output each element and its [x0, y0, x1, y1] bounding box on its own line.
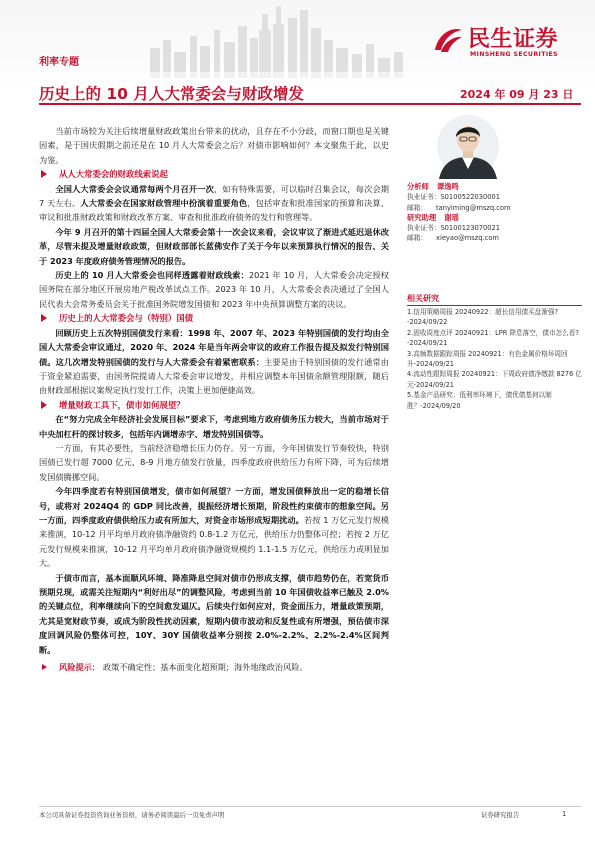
- s3-paragraph-3: [39, 484, 389, 570]
- analyst-name-row: [407, 182, 585, 192]
- footer-disclaimer: 本公司具备证券投资咨询业务资格，请务必阅读最后一页免责声明: [39, 811, 225, 819]
- section-heading-1: [39, 167, 389, 181]
- assistant-email[interactable]: xieyao@mszq.com: [436, 234, 499, 243]
- analyst-license: S0100522030001: [440, 193, 500, 202]
- email-label: 邮箱：: [407, 234, 428, 243]
- analyst-role: 分析师: [407, 182, 429, 191]
- related-item[interactable]: 2.固收周度点评 20240921：LPR 降息落空，债市怎么看? -2024/09/21: [407, 328, 579, 348]
- section-heading-text: 历史上的人大常委会与（特别）国债: [59, 313, 193, 324]
- s2-paragraph-1: [39, 326, 389, 398]
- analyst-photo: [433, 113, 503, 179]
- assistant-email-row: [407, 233, 585, 243]
- body-text: ，包括审查和批准国家的预算和决算、审议和批准财政政策和财政改革方案、审查和批准政府债务的发行和管理等。: [39, 198, 389, 223]
- related-item[interactable]: 5.基金产品研究：低利率环境下，债优债基何以制胜？-2024/09/20: [407, 391, 552, 410]
- assistant-name: 谢瑶: [444, 212, 459, 222]
- main-body: [39, 124, 389, 674]
- section-heading-text: 从人大常委会的财政线索说起: [59, 169, 168, 180]
- bold-text: 回顾历史上五次特别国债发行来看：1998 年、2007 年、2023 年特别国债的发行均由全国人大常委会审议通过，2020 年、2024 年是当年两会审议的政府工作报告提及拟发行特别国债。这几次增发特别国债的发行与人大常委会有着紧密联系：: [39, 327, 389, 367]
- report-date: 2024 年 09 月 23 日: [460, 88, 574, 101]
- related-research-list: [407, 307, 585, 411]
- analyst-email-row: [407, 203, 585, 213]
- page-number: 1: [562, 810, 567, 818]
- footer-report-type: 证券研究报告: [481, 811, 520, 819]
- section-heading-text: 增量财政工具下，债市如何展望？: [59, 399, 185, 410]
- report-title: 历史上的 10 月人大常委会与财政增发: [39, 85, 304, 103]
- arrow-bullet-icon: [41, 170, 47, 178]
- brand-name-cn: 民生证券: [468, 27, 559, 52]
- analyst-license-row: [407, 192, 585, 202]
- body-text: ，如有特殊需要，可以临时召集会议，每次会期 7 天左右。: [39, 183, 389, 209]
- license-label: 执业证书：: [407, 224, 441, 233]
- s1-paragraph-3: [39, 268, 389, 311]
- minsheng-logo-icon: [432, 24, 464, 56]
- s3-paragraph-4: [39, 571, 389, 657]
- s1-paragraph-2: [39, 225, 389, 268]
- bold-text: 历史上的 10 月人大常委会也同样透露着财政线索：: [55, 270, 249, 281]
- brand-logo: [432, 22, 582, 62]
- analyst-info: [407, 182, 585, 244]
- arrow-bullet-icon: [42, 664, 47, 670]
- assistant-license-row: [407, 223, 585, 233]
- related-research-heading: 相关研究: [407, 293, 582, 306]
- bold-text: 全国人大常委会会议通常每两个月召开一次: [55, 183, 214, 194]
- assistant-role: 研究助理: [407, 212, 437, 222]
- email-label: 邮箱：: [407, 203, 428, 212]
- risk-label: 风险提示：: [59, 662, 100, 673]
- bold-text: 今年 9 月召开的第十四届全国人大常委会第十一次会议来看，会议审议了渐进式延迟退休改革，尽管未提及增量财政政策，但财政部部长蓝佛安作了关于今年以来预算执行情况的报告、关于 2023 年度政府债务管理情况的报告。: [39, 226, 389, 266]
- body-text: 若按 1 万亿元发行规模来推演，10-12 月平均单月政府债净融资约 0.8-1.2 万亿元，供给压力仍整体可控；若按 2 万亿元发行规模来推演，10-12 月平均单月政府债净融资规模约 1.1-1.5 万亿元，供给压力或明显加大。: [39, 514, 389, 569]
- related-item[interactable]: -2024/09/22: [407, 318, 448, 327]
- section-heading-2: [39, 311, 389, 325]
- risk-warning: [39, 660, 389, 674]
- bold-text: 今年四季度若有特别国债增发，债市如何展望？一方面，增发国债释放出一定的稳增长信号，或将对 2024Q4 的 GDP 同比改善，提振经济增长预期，阶段性约束债市的想象空间。另一方面，四季度政府债供给压力或有所加大，对资金市场形成短期扰动。: [39, 486, 389, 525]
- footer-rule: [39, 806, 581, 807]
- intro-paragraph: 当前市场较为关注后续增量财政政策出台带来的扰动，且存在不小分歧，而窗口期也是关键因素，是于国庆假期之前还是在 10 月人大常委会之后？对债市影响如何？本文聚焦于此，以史为鉴。: [39, 126, 389, 165]
- analyst-email[interactable]: tanyiming@mszq.com: [436, 203, 511, 212]
- risk-text: 政策不确定性；基本面变化超预期；海外地缘政治风险。: [102, 662, 308, 673]
- brand-name-en: MINSHENG SECURITIES: [470, 51, 559, 58]
- related-item[interactable]: 1.信用策略周报 20240922：超长信用债买盘渐强?: [407, 308, 558, 316]
- body-text: 2021 年 10 月，人大常委会决定授权国务院在部分地区开展房地产税改革试点工作。2023 年 10 月，人大常委会表决通过了全国人民代表大会常务委员会关于批准国务院增发国债和 2023 年中央预算调整方案的决议。: [39, 270, 389, 309]
- related-item[interactable]: 4.流动性跟踪周报 20240921：下周政府债净缴款 8276 亿元-2024/09/21: [407, 370, 583, 389]
- license-label: 执业证书：: [407, 193, 441, 202]
- s3-paragraph-2: 一方面，有其必要性，当前经济稳增长压力仍存。另一方面，今年国债发行节奏较快，特别国债已发行超 7000 亿元，8-9 月地方债发行放量，四季度政府供给压力有所下降，可为后续增发国债腾挪空间。: [39, 442, 389, 482]
- section-heading-3: [39, 398, 389, 412]
- bold-text: 在“努力完成全年经济社会发展目标”要求下，考虑到地方政府债务压力较大，当前市场对于中央加杠杆的探讨较多，包括年内调增赤字、增发特别国债等。: [39, 414, 389, 439]
- arrow-bullet-icon: [41, 401, 47, 409]
- header-rule: [39, 103, 581, 105]
- assistant-name-row: [407, 213, 585, 223]
- analyst-name: 谭逸鸣: [436, 182, 459, 191]
- s1-paragraph-1: [39, 182, 389, 225]
- bold-text: 人大常委会在国家财政管理中扮演着重要角色: [80, 198, 248, 209]
- body-text: 主要是由于特别国债的发行通常由于资金紧迫需要，由国务院提请人大常委会审议增发，并相应调整本年国债余额管理限额，随后由财政部根据议案规定执行发行工作，决策上更加便捷高效。: [39, 356, 389, 396]
- report-category-tag: 利率专题: [39, 57, 79, 68]
- s3-paragraph-1: [39, 412, 389, 441]
- arrow-bullet-icon: [41, 314, 47, 322]
- assistant-license: S0100123070021: [440, 224, 500, 233]
- bold-text: 于债市而言，基本面顺风环境、降准降息空间对债市仍形成支撑，债市趋势仍在，若宽货币预期兑现，或需关注短期内“利好出尽”的调整风险，考虑到当前 10 年国债收益率已触及 2.0%的关键点位，利率继续向下的空间愈发逼仄。后续央行如何应对，资金面压力，增量政策预期，尤其是宽财政节奏，或成为阶段性扰动因素，短期内债市波动和反复性或有所增强，预估债市深度回调风险仍整体可控，10Y、30Y 国债收益率分别按 2.0%-2.2%、2.2%-2.4%区间判断。: [39, 572, 389, 655]
- related-item[interactable]: 3.高频数据跟踪周报 20240921：有色金属价格环周回升-2024/09/21: [407, 349, 568, 369]
